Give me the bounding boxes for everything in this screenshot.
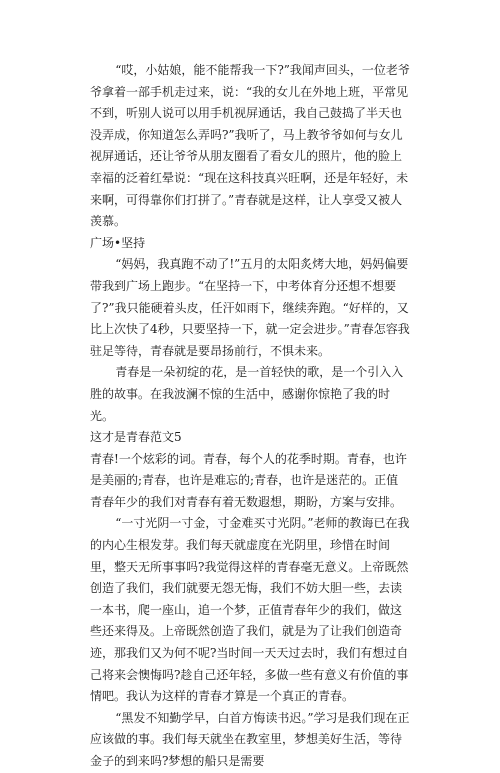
document-body [90, 60, 410, 768]
section-heading-square: 广场•坚持 [90, 235, 146, 250]
paragraph-youth-intro: 青春!一个炫彩的词。青春，每个人的花季时期。青春，也许是美丽的;青春，也许是难忘的;青春，也许是迷茫的。正值青春年少的我们对青春有着无数遐想，期盼，方案与安排。 [90, 451, 407, 509]
paragraph-flower: 青春是一朵初绽的花，是一首轻快的歌，是一个引入入胜的故事。在我波澜不惊的生活中，感谢你惊艳了我的时光。 [90, 365, 404, 423]
paragraph-old-man: “哎，小姑娘，能不能帮我一下?”我闻声回头，一位老爷爷拿着一部手机走过来，说：“我的女儿在外地上班，平常见不到，听别人说可以用手机视屏通话，我自己鼓捣了半天也没弄成，你知道怎么弄吗?”我听了，马上教爷爷如何与女儿视屏通话，还让爷爷从朋友圈看了看女儿的照片，他的脸上幸福的泛着红晕说：“现在这科技真兴旺啊，还是年轻好，未来啊，可得靠你们打拼了。”青春就是这样，让人享受又被人羡慕。 [90, 63, 410, 229]
paragraph-study-early: “黑发不知勤学早，白首方悔读书迟。”学习是我们现在正应该做的事。我们每天就坐在教室里，梦想美好生活，等待金子的到来吗?梦想的船只是需要 [90, 710, 410, 768]
paragraph-time-gold: “一寸光阴一寸金，寸金难买寸光阴。”老师的教诲已在我的内心生根发芽。我们每天就虚度在光阴里，珍惜在时间里，整天无所事事吗?我觉得这样的青春毫无意义。上帝既然创造了我们，我们就要无怨无悔，我们不妨大胆一些，去读一本书，爬一座山，追一个梦，正值青春年少的我们，做这些还来得及。上帝既然创造了我们，就是为了让我们创造奇迹，那我们又为何不呢?当时间一天天过去时，我们有想过自己将来会懊悔吗?趁自己还年轻，多做一些有意义有价值的事情吧。我认为这样的青春才算是一个真正的青春。 [90, 516, 410, 704]
section-heading-essay5: 这才是青春范文5 [90, 430, 182, 445]
paragraph-running: “妈妈，我真跑不动了!”五月的太阳炙烤大地，妈妈偏要带我到广场上跑步。“在坚持一下，中考体育分还想不想要了?”我只能硬着头皮，任汗如雨下，继续奔跑。“好样的，又比上次快了4秒，只要坚持一下，就一定会进步。”青春怎容我驻足等待，青春就是要昂扬前行，不惧未来。 [90, 257, 410, 358]
